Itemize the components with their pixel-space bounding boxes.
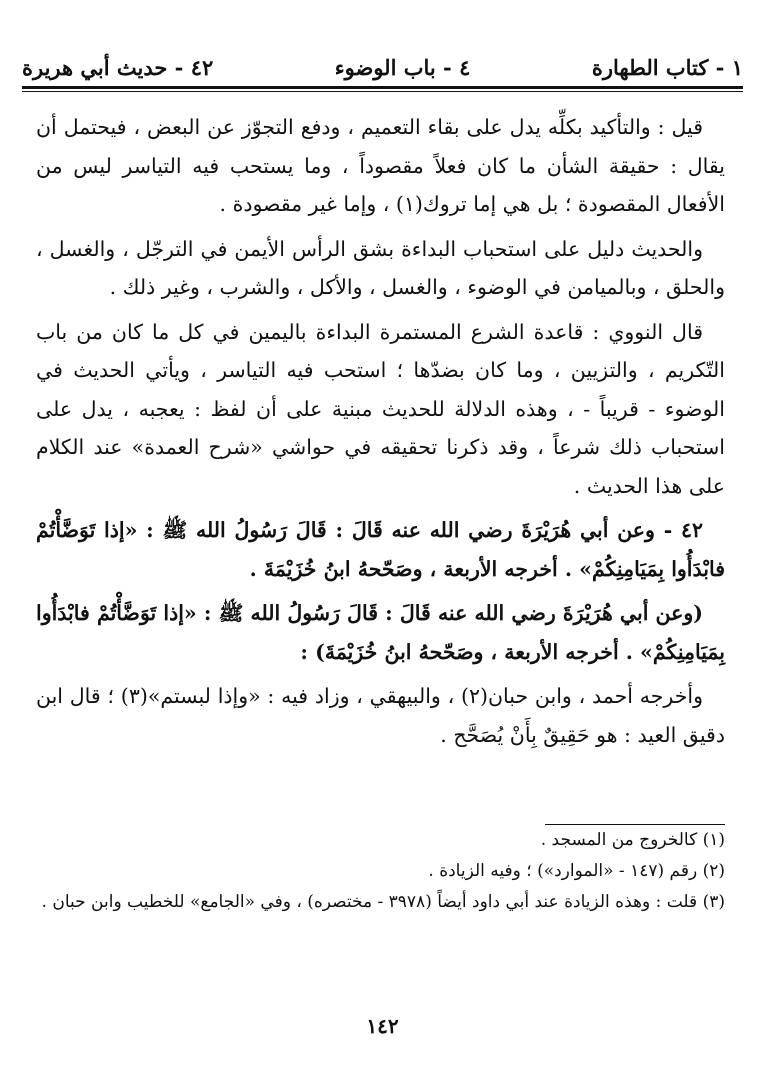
footnote: (٢) رقم (١٤٧ - «الموارد») ؛ وفيه الزيادة . (428, 861, 725, 881)
header-hadith-ref: ٤٢ - حديث أبي هريرة (22, 55, 214, 80)
page-number: ١٤٢ (366, 1014, 399, 1038)
footnotes (36, 824, 725, 918)
header-chapter-title: ٤ - باب الوضوء (334, 55, 471, 80)
paragraph: والحديث دليل على استحباب البداءة بشق الرأس الأيمن في الترجّل ، والغسل ، والحلق ، وبالميامن في الوضوء ، والغسل ، والأكل ، والشرب ، وغير ذلك . (36, 236, 725, 299)
paragraph: قيل : والتأكيد بكلِّه يدل على بقاء التعميم ، ودفع التجوّز عن البعض ، فيحتمل أن يقال : حقيقة الشأن ما كان فعلاً مقصوداً ، وما يستحب فيه التياسر ليس من الأفعال المقصودة ؛ بل هي إما تروك(١) ، وإما غير مقصودة . (36, 115, 725, 216)
footnote: (١) كالخروج من المسجد . (540, 830, 725, 850)
header-rule (22, 86, 743, 89)
paragraph: قال النووي : قاعدة الشرع المستمرة البداءة باليمين في كل ما كان من باب التّكريم ، والتزيين ، وما كان بضدّها ؛ استحب فيه التياسر ، ويأتي الحديث في الوضوء - قريباً - ، وهذه الدلالة للحديث مبنية على أن لفظ : يعجبه ، يدل على استحباب ذلك شرعاً ، وقد ذكرنا تحقيقه في حواشي «شرح العمدة» عند الكلام على هذا الحديث . (36, 319, 725, 498)
footnote: (٣) قلت : وهذه الزيادة عند أبي داود أيضاً (٣٩٧٨ - مختصره) ، وفي «الجامع» للخطيب وابن حبان . (41, 892, 725, 912)
running-header (22, 46, 743, 86)
main-text (36, 108, 725, 760)
header-rule-thin (22, 91, 743, 92)
commentary-hadith-quote: (وعن أبي هُرَيْرَةَ رضي الله عنه قَالَ : قَالَ رَسُولُ الله ﷺ : «إذا تَوَضَّأْتُمْ فابْدَأُوا بِمَيَامِنِكُمْ» . أخرجه الأربعة ، وصَحّحهُ ابنُ خُزَيْمَةَ) : (36, 601, 725, 664)
header-book-title: ١ - كتاب الطهارة (591, 55, 743, 80)
commentary-paragraph: وأخرجه أحمد ، وابن حبان(٢) ، والبيهقي ، وزاد فيه : «وإذا لبستم»(٣) ؛ قال ابن دقيق العيد : هو حَقِيقٌ بِأَنْ يُصَحَّح . (36, 684, 725, 747)
hadith-text: ٤٢ - وعن أبي هُرَيْرَةَ رضي الله عنه قَالَ : قَالَ رَسُولُ الله ﷺ : «إذا تَوَضَّأْتُمْ فابْدَأُوا بِمَيَامِنِكُمْ» . أخرجه الأربعة ، وصَحّحهُ ابنُ خُزَيْمَةَ . (36, 518, 725, 581)
